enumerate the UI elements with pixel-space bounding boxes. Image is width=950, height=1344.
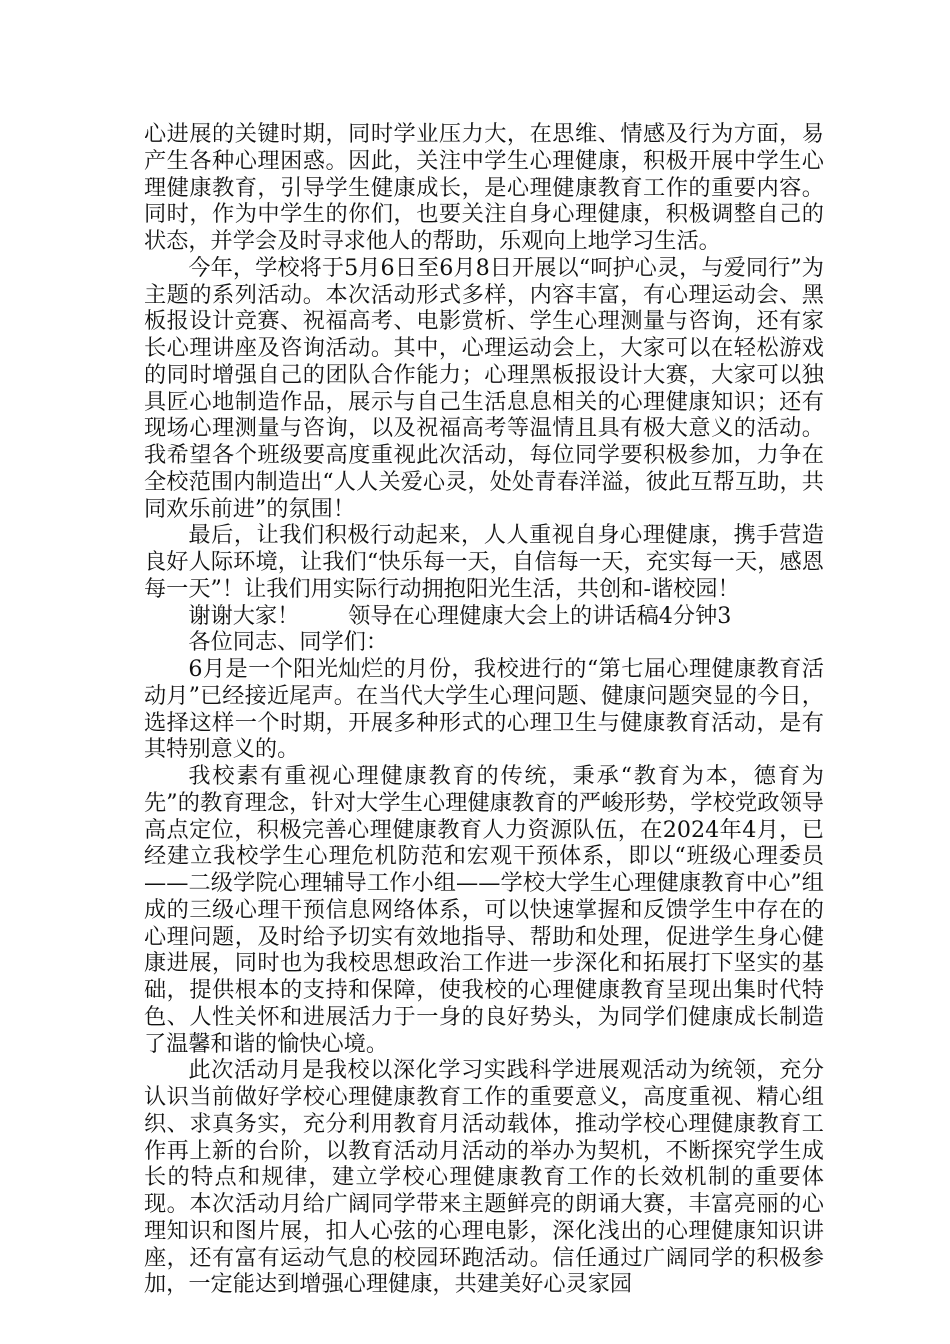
thanks-text: 谢谢大家！ bbox=[188, 602, 300, 629]
paragraph-continuation: 心进展的关键时期，同时学业压力大，在思维、情感及行为方面，易产生各种心理困惑。因此，关注中学生心理健康，积极开展中学生心理健康教育，引导学生健康成长，是心理健康教育工作的重要内容。同时，作为中学生的你们，也要关注自身心理健康，积极调整自己的状态，并学会及时寻求他人的帮助，乐观向上地学习生活。 bbox=[144, 121, 824, 254]
document-body bbox=[144, 121, 824, 1298]
paragraph-activity-month: 此次活动月是我校以深化学习实践科学进展观活动为统领，充分认识当前做好学校心理健康教育工作的重要意义，高度重视、精心组织、求真务实，充分利用教育月活动载体，推动学校心理健康教育工作再上新的台阶，以教育活动月活动的举办为契机，不断探究学生成长的特点和规律，建立学校心理健康教育工作的长效机制的重要体现。本次活动月给广阔同学带来主题鲜亮的朗诵大赛，丰富亮丽的心理知识和图片展，扣人心弦的心理电影，深化浅出的心理健康知识讲座，还有富有运动气息的校园环跑活动。信任通过广阔同学的积极参加，一定能达到增强心理健康，共建美好心灵家园 bbox=[144, 1057, 824, 1298]
paragraph-tradition: 我校素有重视心理健康教育的传统，秉承“教育为本，德育为先”的教育理念，针对大学生心理健康教育的严峻形势，学校党政领导高点定位，积极完善心理健康教育人力资源队伍，在2024年4月，已经建立我校学生心理危机防范和宏观干预体系，即以“班级心理委员——二级学院心理辅导工作小组——学校大学生心理健康教育中心”组成的三级心理干预信息网络体系，可以快速掌握和反馈学生中存在的心理问题，及时给予切实有效地指导、帮助和处理，促进学生身心健康进展，同时也为我校思想政治工作进一步深化和拓展打下坚实的基础，提供根本的支持和保障，使我校的心理健康教育呈现出集时代特色、人性关怀和进展活力于一身的良好势头，为同学们健康成长制造了温馨和谐的愉快心境。 bbox=[144, 763, 824, 1057]
thanks-and-speech-title bbox=[144, 603, 824, 630]
paragraph-closing: 最后，让我们积极行动起来，人人重视自身心理健康，携手营造良好人际环境，让我们“快乐每一天，自信每一天，充实每一天，感恩每一天”！让我们用实际行动拥抱阳光生活，共创和-谐校园！ bbox=[144, 522, 824, 602]
paragraph-june: 6月是一个阳光灿烂的月份，我校进行的“第七届心理健康教育活动月”已经接近尾声。在当代大学生心理问题、健康问题突显的今日，选择这样一个时期，开展多种形式的心理卫生与健康教育活动，是有其特别意义的。 bbox=[144, 656, 824, 763]
salutation: 各位同志、同学们： bbox=[188, 629, 389, 656]
speech-title: 领导在心理健康大会上的讲话稿4分钟3 bbox=[348, 602, 732, 629]
paragraph-activities: 今年，学校将于5月6日至6月8日开展以“呵护心灵，与爱同行”为主题的系列活动。本次活动形式多样，内容丰富，有心理运动会、黑板报设计竞赛、祝福高考、电影赏析、学生心理测量与咨询，还有家长心理讲座及咨询活动。其中，心理运动会上，大家可以在轻松游戏的同时增强自己的团队合作能力；心理黑板报设计大赛，大家可以独具匠心地制造作品，展示与自己生活息息相关的心理健康知识；还有现场心理测量与咨询，以及祝福高考等温情且具有极大意义的活动。我希望各个班级要高度重视此次活动，每位同学要积极参加，力争在全校范围内制造出“人人关爱心灵，处处青春洋溢，彼此互帮互助，共同欢乐前进”的氛围！ bbox=[144, 254, 824, 522]
